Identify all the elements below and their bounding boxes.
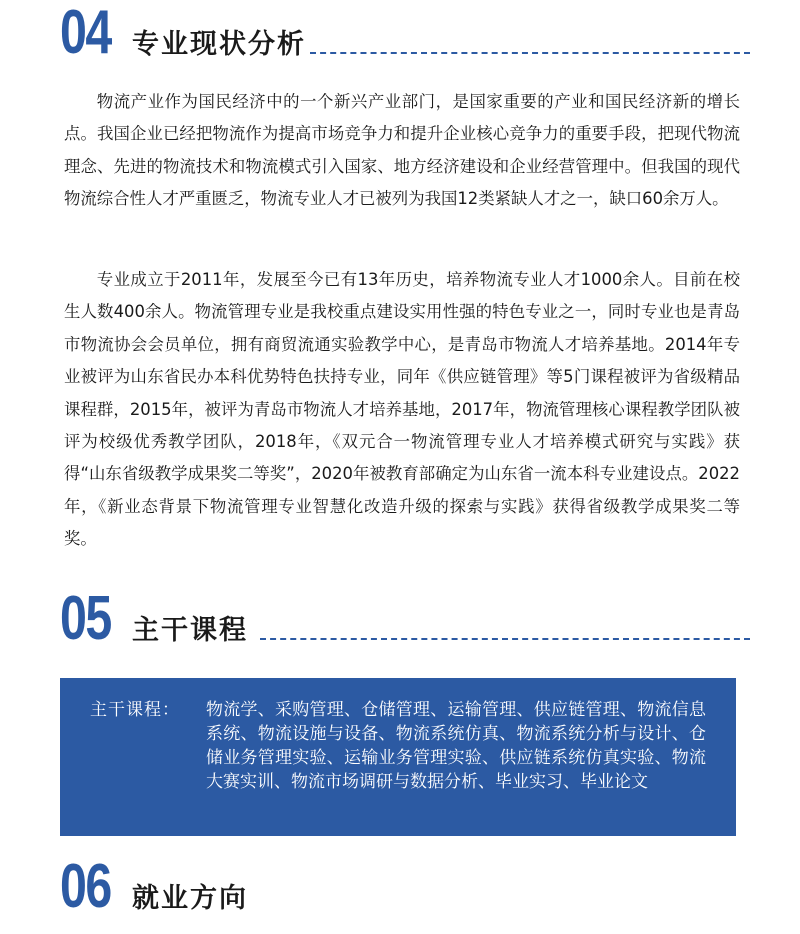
section-header-06 (60, 852, 750, 921)
dashed-divider (260, 638, 750, 640)
section-title: 主干课程 (132, 615, 248, 646)
paragraph: 物流产业作为国民经济中的一个新兴产业部门，是国家重要的产业和国民经济新的增长点。我国企业已经把物流作为提高市场竞争力和提升企业核心竞争力的重要手段，把现代物流理念、先进的物流技术和物流模式引入国家、地方经济建设和企业经营管理中。但我国的现代物流综合性人才严重匮乏，物流专业人才已被列为我国12类紧缺人才之一，缺口60余万人。 (64, 92, 740, 209)
section-number: 06 (60, 852, 111, 921)
section-title: 就业方向 (132, 883, 248, 914)
section-number: 05 (60, 584, 111, 653)
dashed-divider (310, 52, 750, 54)
section-number: 04 (60, 0, 111, 67)
courses-list: 物流学、采购管理、仓储管理、运输管理、供应链管理、物流信息系统、物流设施与设备、物流系统仿真、物流系统分析与设计、仓储业务管理实验、运输业务管理实验、供应链系统仿真实验、物流大赛实训、物流市场调研与数据分析、毕业实习、毕业论文 (206, 700, 706, 792)
courses-label: 主干课程： (90, 700, 180, 720)
section-header-05 (60, 584, 750, 653)
section-header-04 (60, 0, 750, 67)
paragraph: 专业成立于2011年，发展至今已有13年历史，培养物流专业人才1000余人。目前在校生人数400余人。物流管理专业是我校重点建设实用性强的特色专业之一，同时专业也是青岛市物流协会会员单位，拥有商贸流通实验教学中心，是青岛市物流人才培养基地。2014年专业被评为山东省民办本科优势特色扶持专业，同年《供应链管理》等5门课程被评为省级精品课程群，2015年，被评为青岛市物流人才培养基地，2017年，物流管理核心课程教学团队被评为校级优秀教学团队，2018年，《双元合一物流管理专业人才培养模式研究与实践》获得“山东省级教学成果奖二等奖”，2020年被教育部确定为山东省一流本科专业建设点。2022年，《新业态背景下物流管理专业智慧化改造升级的探索与实践》获得省级教学成果奖二等奖。 (64, 270, 740, 549)
courses-panel (60, 678, 736, 836)
section-title: 专业现状分析 (132, 29, 306, 60)
